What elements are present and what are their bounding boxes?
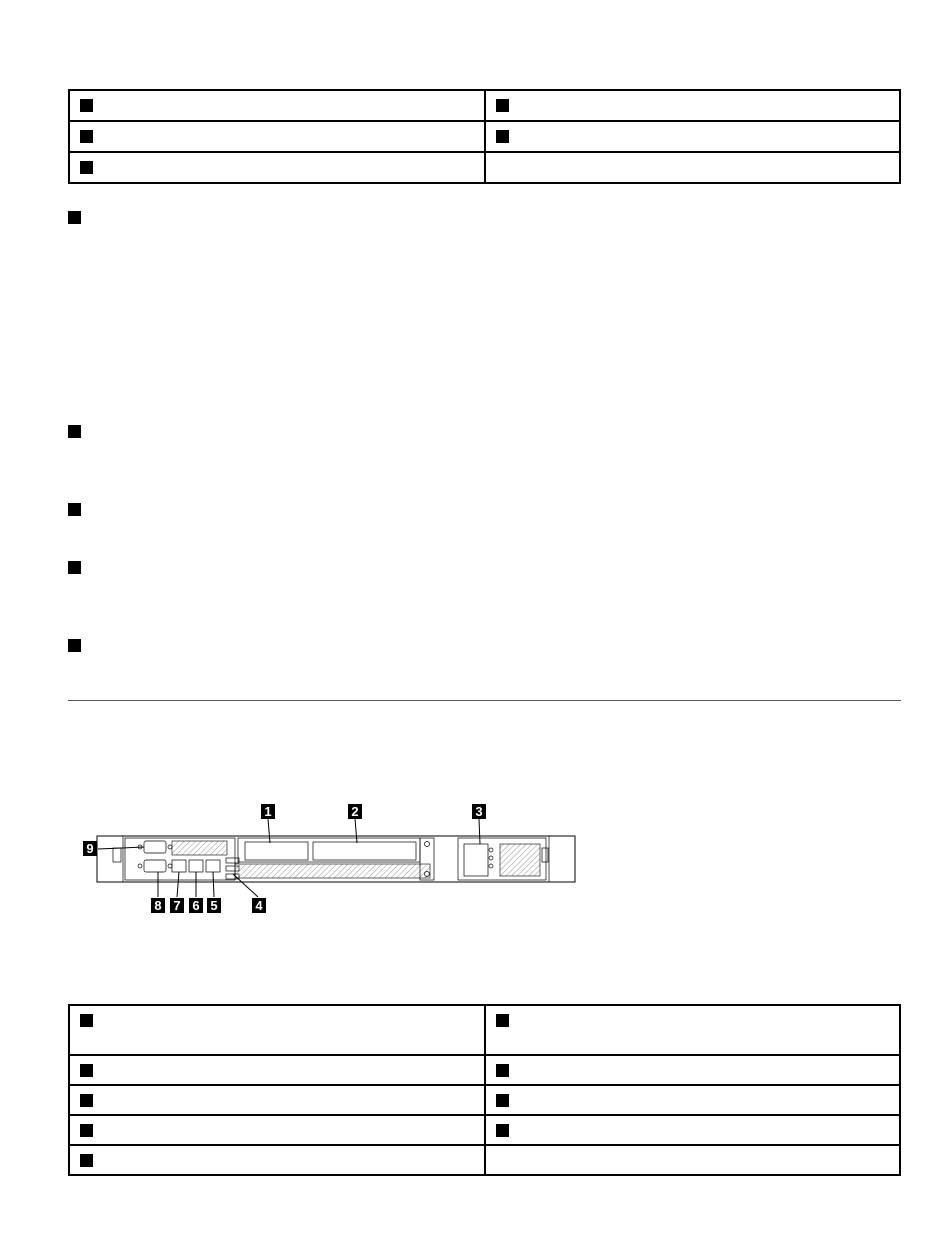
callout-marker bbox=[80, 130, 93, 143]
callout-4 bbox=[252, 898, 266, 913]
callout-6 bbox=[189, 898, 203, 913]
table-cell bbox=[485, 1115, 901, 1145]
callout-3 bbox=[472, 804, 486, 819]
callout-label: 2 bbox=[351, 804, 359, 819]
hatched-panel bbox=[172, 841, 227, 855]
description-marker bbox=[68, 425, 81, 438]
description-marker bbox=[68, 639, 81, 652]
serial-port bbox=[144, 841, 166, 853]
pcie-slot-1 bbox=[245, 842, 308, 860]
right-rack-ear bbox=[549, 836, 575, 882]
callout-label: 3 bbox=[475, 804, 483, 819]
table-cell bbox=[485, 121, 901, 152]
table-cell bbox=[69, 1115, 485, 1145]
power-inlet bbox=[464, 844, 488, 876]
callout-marker bbox=[80, 1154, 93, 1167]
callout-marker bbox=[496, 99, 509, 112]
table-cell bbox=[485, 152, 901, 183]
vga-port bbox=[144, 860, 166, 872]
callout-label: 4 bbox=[255, 898, 263, 913]
callout-label: 9 bbox=[86, 841, 94, 856]
pcie-riser bbox=[238, 838, 420, 862]
callout-marker bbox=[80, 1014, 93, 1027]
section-divider bbox=[68, 700, 901, 701]
table-cell bbox=[69, 1145, 485, 1175]
callout-label: 8 bbox=[154, 898, 162, 913]
callout-marker bbox=[496, 1094, 509, 1107]
callout-marker bbox=[80, 1064, 93, 1077]
description-marker bbox=[68, 503, 81, 516]
callout-marker bbox=[496, 130, 509, 143]
callout-1 bbox=[261, 804, 275, 819]
left-rack-ear bbox=[97, 836, 123, 882]
pcie-slot-2 bbox=[313, 842, 416, 860]
callout-marker bbox=[496, 1014, 509, 1027]
callout-label: 7 bbox=[173, 898, 181, 913]
callout-marker bbox=[80, 1124, 93, 1137]
ethernet-port bbox=[206, 860, 220, 872]
table-cell bbox=[69, 1085, 485, 1115]
callout-7 bbox=[170, 898, 184, 913]
callout-5 bbox=[207, 898, 221, 913]
description-marker bbox=[68, 561, 81, 574]
left-latch bbox=[113, 848, 121, 862]
callout-marker bbox=[80, 161, 93, 174]
callout-8 bbox=[151, 898, 165, 913]
table-cell bbox=[69, 1055, 485, 1085]
callout-label: 1 bbox=[264, 804, 272, 819]
right-latch bbox=[542, 848, 548, 862]
ethernet-port bbox=[172, 860, 186, 872]
top-callout-table bbox=[68, 89, 901, 184]
table-cell bbox=[69, 1005, 485, 1055]
table-cell bbox=[485, 1055, 901, 1085]
table-cell bbox=[485, 90, 901, 121]
table-cell bbox=[485, 1085, 901, 1115]
ethernet-port bbox=[189, 860, 203, 872]
psu-vent bbox=[500, 844, 540, 876]
table-cell bbox=[485, 1005, 901, 1055]
table-cell bbox=[69, 90, 485, 121]
bottom-callout-table bbox=[68, 1004, 901, 1176]
callout-label: 6 bbox=[192, 898, 200, 913]
callout-marker bbox=[80, 99, 93, 112]
usb-port bbox=[226, 858, 239, 863]
callout-marker bbox=[496, 1064, 509, 1077]
table-cell bbox=[485, 1145, 901, 1175]
callout-marker bbox=[80, 1094, 93, 1107]
table-cell bbox=[69, 121, 485, 152]
description-marker bbox=[68, 211, 81, 224]
hatched-panel bbox=[235, 864, 430, 878]
table-cell bbox=[69, 152, 485, 183]
server-rear-view-diagram bbox=[80, 798, 580, 918]
callout-2 bbox=[348, 804, 362, 819]
callout-9 bbox=[83, 841, 97, 856]
callout-marker bbox=[496, 1124, 509, 1137]
callout-label: 5 bbox=[210, 898, 218, 913]
